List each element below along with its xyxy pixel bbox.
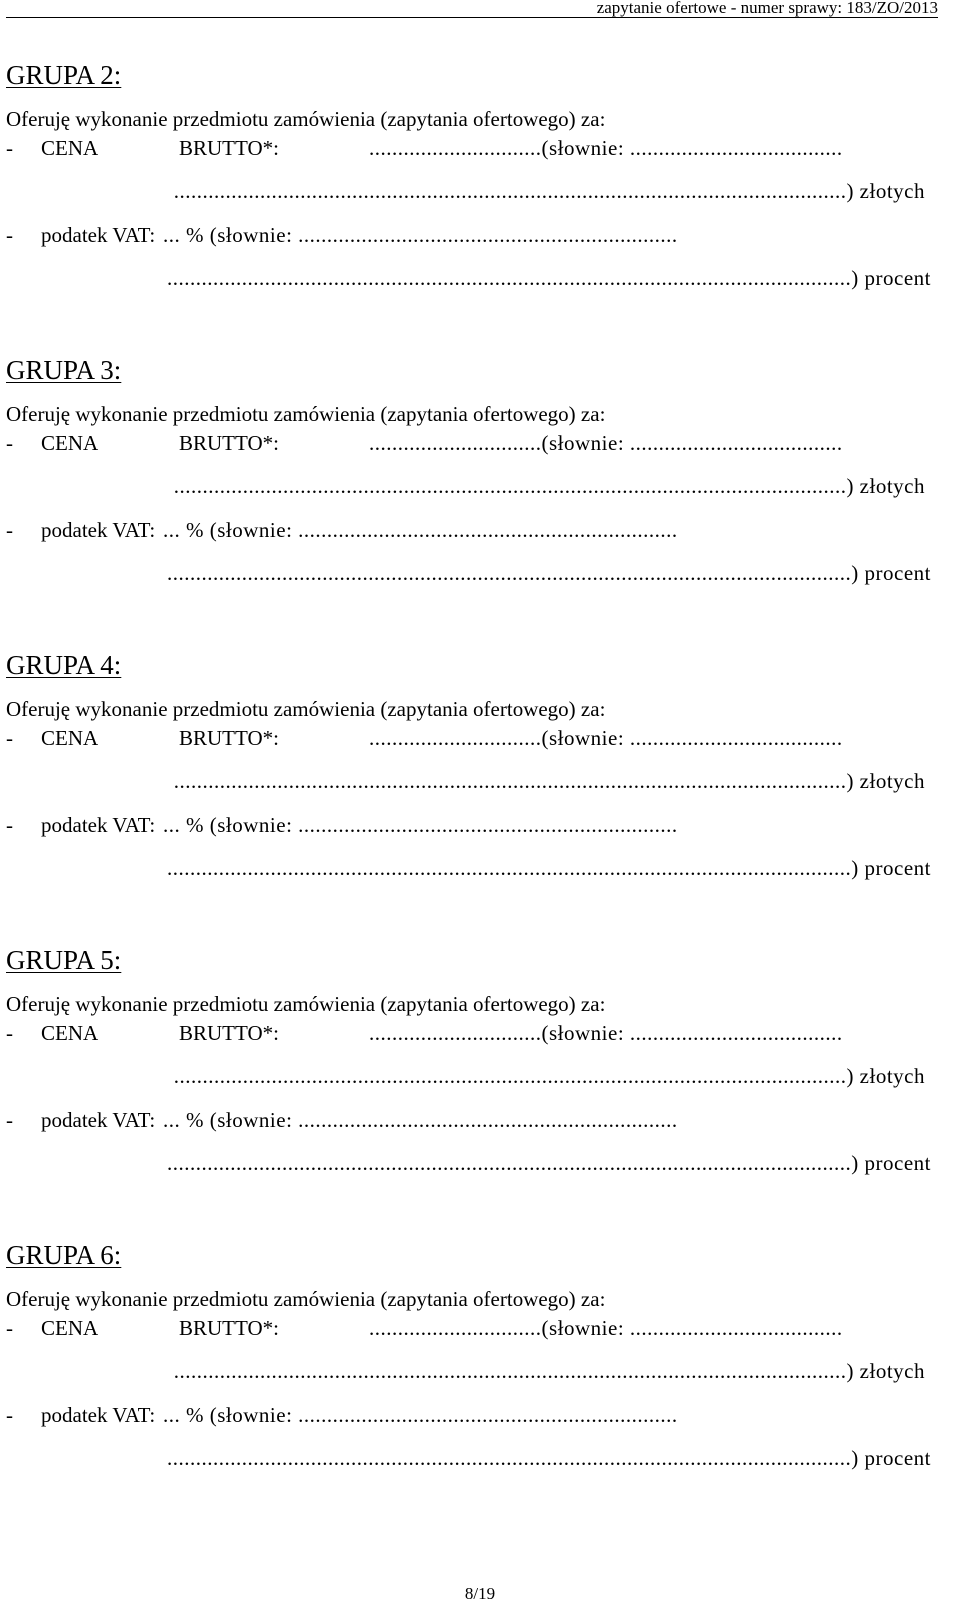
price-continuation-field[interactable]: .....................................................................................................................) złotych bbox=[173, 1064, 925, 1088]
group-title bbox=[6, 355, 121, 385]
list-dash: - bbox=[6, 813, 13, 837]
price-continuation-field[interactable]: .....................................................................................................................) złotych bbox=[173, 474, 925, 498]
vat-label: podatek VAT: bbox=[41, 223, 156, 247]
vat-continuation-field[interactable]: .......................................................................................................................) procent bbox=[167, 1446, 931, 1470]
gross-price-row bbox=[6, 135, 938, 161]
group-title bbox=[6, 1240, 121, 1270]
group-title bbox=[6, 945, 121, 975]
price-label: CENA bbox=[41, 431, 99, 455]
gross-price-row bbox=[6, 430, 938, 456]
gross-label: BRUTTO*: bbox=[179, 726, 279, 750]
price-label: CENA bbox=[41, 1021, 99, 1045]
vat-row bbox=[6, 1402, 938, 1428]
vat-label: podatek VAT: bbox=[41, 1108, 156, 1132]
group-title bbox=[6, 650, 121, 680]
header-rule bbox=[6, 17, 938, 18]
vat-continuation-row bbox=[6, 265, 938, 291]
gross-price-row bbox=[6, 1315, 938, 1341]
price-continuation-field[interactable]: .....................................................................................................................) złotych bbox=[173, 1359, 925, 1383]
vat-continuation-row bbox=[6, 560, 938, 586]
price-continuation-row bbox=[6, 1063, 938, 1089]
vat-row bbox=[6, 222, 938, 248]
group-title-text: GRUPA 6: bbox=[6, 1240, 122, 1270]
vat-percent-field[interactable]: ... % (słownie: .................................................................. bbox=[163, 1403, 678, 1427]
gross-label: BRUTTO*: bbox=[179, 431, 279, 455]
offer-statement: Oferuję wykonanie przedmiotu zamówienia (zapytania ofertowego) za: bbox=[6, 1287, 606, 1311]
list-dash: - bbox=[6, 726, 13, 750]
vat-label: podatek VAT: bbox=[41, 813, 156, 837]
list-dash: - bbox=[6, 1021, 13, 1045]
gross-price-row bbox=[6, 725, 938, 751]
vat-row bbox=[6, 812, 938, 838]
price-continuation-field[interactable]: .....................................................................................................................) złotych bbox=[173, 179, 925, 203]
price-continuation-row bbox=[6, 768, 938, 794]
gross-price-row bbox=[6, 1020, 938, 1046]
price-in-words-field[interactable]: ..............................(słownie: ..................................... bbox=[369, 1316, 843, 1340]
price-continuation-row bbox=[6, 178, 938, 204]
gross-label: BRUTTO*: bbox=[179, 1021, 279, 1045]
list-dash: - bbox=[6, 136, 13, 160]
offer-statement: Oferuję wykonanie przedmiotu zamówienia (zapytania ofertowego) za: bbox=[6, 402, 606, 426]
list-dash: - bbox=[6, 431, 13, 455]
offer-statement: Oferuję wykonanie przedmiotu zamówienia (zapytania ofertowego) za: bbox=[6, 107, 606, 131]
vat-continuation-field[interactable]: .......................................................................................................................) procent bbox=[167, 1151, 931, 1175]
gross-label: BRUTTO*: bbox=[179, 136, 279, 160]
price-in-words-field[interactable]: ..............................(słownie: ..................................... bbox=[369, 1021, 843, 1045]
price-label: CENA bbox=[41, 136, 99, 160]
gross-label: BRUTTO*: bbox=[179, 1316, 279, 1340]
vat-label: podatek VAT: bbox=[41, 1403, 156, 1427]
price-in-words-field[interactable]: ..............................(słownie: ..................................... bbox=[369, 431, 843, 455]
vat-row bbox=[6, 517, 938, 543]
vat-continuation-field[interactable]: .......................................................................................................................) procent bbox=[167, 266, 931, 290]
vat-percent-field[interactable]: ... % (słownie: .................................................................. bbox=[163, 223, 678, 247]
group-title-text: GRUPA 3: bbox=[6, 355, 122, 385]
vat-continuation-row bbox=[6, 1445, 938, 1471]
price-in-words-field[interactable]: ..............................(słownie: ..................................... bbox=[369, 726, 843, 750]
vat-row bbox=[6, 1107, 938, 1133]
price-label: CENA bbox=[41, 1316, 99, 1340]
list-dash: - bbox=[6, 1403, 13, 1427]
group-title-text: GRUPA 2: bbox=[6, 60, 122, 90]
vat-continuation-field[interactable]: .......................................................................................................................) procent bbox=[167, 856, 931, 880]
offer-statement: Oferuję wykonanie przedmiotu zamówienia (zapytania ofertowego) za: bbox=[6, 697, 606, 721]
list-dash: - bbox=[6, 1108, 13, 1132]
header-case-number: zapytanie ofertowe - numer sprawy: 183/ZO/2013 bbox=[596, 0, 938, 17]
vat-continuation-row bbox=[6, 1150, 938, 1176]
page-header bbox=[0, 0, 960, 18]
offer-statement: Oferuję wykonanie przedmiotu zamówienia (zapytania ofertowego) za: bbox=[6, 992, 606, 1016]
price-continuation-row bbox=[6, 1358, 938, 1384]
list-dash: - bbox=[6, 1316, 13, 1340]
price-label: CENA bbox=[41, 726, 99, 750]
price-continuation-field[interactable]: .....................................................................................................................) złotych bbox=[173, 769, 925, 793]
page-number: 8/19 bbox=[464, 1584, 496, 1603]
vat-continuation-row bbox=[6, 855, 938, 881]
group-title bbox=[6, 60, 121, 90]
vat-label: podatek VAT: bbox=[41, 518, 156, 542]
group-title-text: GRUPA 4: bbox=[6, 650, 122, 680]
vat-percent-field[interactable]: ... % (słownie: .................................................................. bbox=[163, 813, 678, 837]
list-dash: - bbox=[6, 518, 13, 542]
list-dash: - bbox=[6, 223, 13, 247]
vat-percent-field[interactable]: ... % (słownie: .................................................................. bbox=[163, 1108, 678, 1132]
vat-percent-field[interactable]: ... % (słownie: .................................................................. bbox=[163, 518, 678, 542]
group-title-text: GRUPA 5: bbox=[6, 945, 122, 975]
price-continuation-row bbox=[6, 473, 938, 499]
vat-continuation-field[interactable]: .......................................................................................................................) procent bbox=[167, 561, 931, 585]
price-in-words-field[interactable]: ..............................(słownie: ..................................... bbox=[369, 136, 843, 160]
